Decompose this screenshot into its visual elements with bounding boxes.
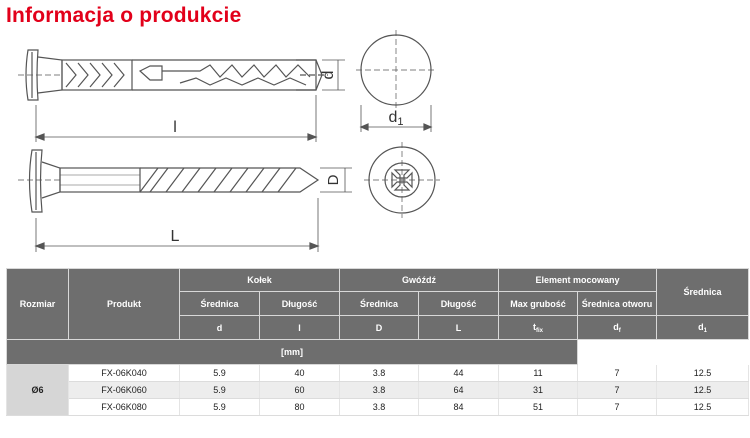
col-rozmiar: Rozmiar [7,269,69,340]
cell-D: 3.8 [340,382,419,399]
spec-table [6,268,749,416]
cell-d: 5.9 [180,382,260,399]
dowel-drawing [18,50,328,100]
page-title: Informacja o produkcie [6,4,242,27]
sym-tfix [499,316,578,340]
cell-tfix: 51 [499,399,578,416]
sym-d1-base: d [698,321,704,332]
cell-d: 5.9 [180,365,260,382]
cell-d: 5.9 [180,399,260,416]
col-srednica-gwozdz: Średnica [340,292,419,316]
unit-label: [mm] [7,340,578,365]
col-srednica-otworu: Średnica otworu [578,292,657,316]
cell-L: 64 [419,382,499,399]
cell-l: 40 [260,365,340,382]
group-element: Element mocowany [499,269,657,292]
group-kolek: Kołek [180,269,340,292]
cell-d1: 12.5 [657,382,749,399]
table-row [7,382,749,399]
dim-label-D: D [325,174,342,186]
cell-D: 3.8 [340,399,419,416]
col-dlugosc-kolek: Długość [260,292,340,316]
cell-D: 3.8 [340,365,419,382]
sym-d1 [657,316,749,340]
cell-L: 44 [419,365,499,382]
sym-tfix-sub: fix [536,327,544,334]
cell-df: 7 [578,365,657,382]
cell-produkt: FX-06K060 [69,382,180,399]
cell-produkt: FX-06K080 [69,399,180,416]
cell-df: 7 [578,399,657,416]
sym-l: l [260,316,340,340]
sym-tfix-base: t [533,321,536,332]
size-cell: Ø6 [7,365,69,416]
dim-label-d: d [320,70,337,80]
cell-df: 7 [578,382,657,399]
sym-df-base: d [613,321,619,332]
cell-d1: 12.5 [657,399,749,416]
table-row [7,365,749,382]
technical-drawing [0,30,750,258]
col-srednica-top: Średnica [657,269,749,316]
dim-label-d1-base: d [388,109,398,126]
sym-D: D [340,316,419,340]
cell-L: 84 [419,399,499,416]
col-srednica-kolek: Średnica [180,292,260,316]
col-dlugosc-gwozdz: Długość [419,292,499,316]
cell-produkt: FX-06K040 [69,365,180,382]
cell-l: 80 [260,399,340,416]
sym-d: d [180,316,260,340]
col-max-grubosc: Max grubość [499,292,578,316]
dim-label-L: L [170,228,180,245]
sym-df [578,316,657,340]
nail-drawing [18,150,318,212]
cell-tfix: 11 [499,365,578,382]
dim-label-l: l [173,119,177,136]
table-row [7,399,749,416]
col-produkt: Produkt [69,269,180,340]
dim-label-d1-sub: 1 [397,116,404,128]
cell-l: 60 [260,382,340,399]
group-gwozdz: Gwóźdź [340,269,499,292]
dim-label-d1 [388,109,403,128]
sym-L: L [419,316,499,340]
dowel-head-view [356,30,436,110]
sym-d1-sub: 1 [703,327,707,334]
cell-d1: 12.5 [657,365,749,382]
nail-head-view [364,142,440,218]
cell-tfix: 31 [499,382,578,399]
sym-df-sub: f [618,327,621,334]
